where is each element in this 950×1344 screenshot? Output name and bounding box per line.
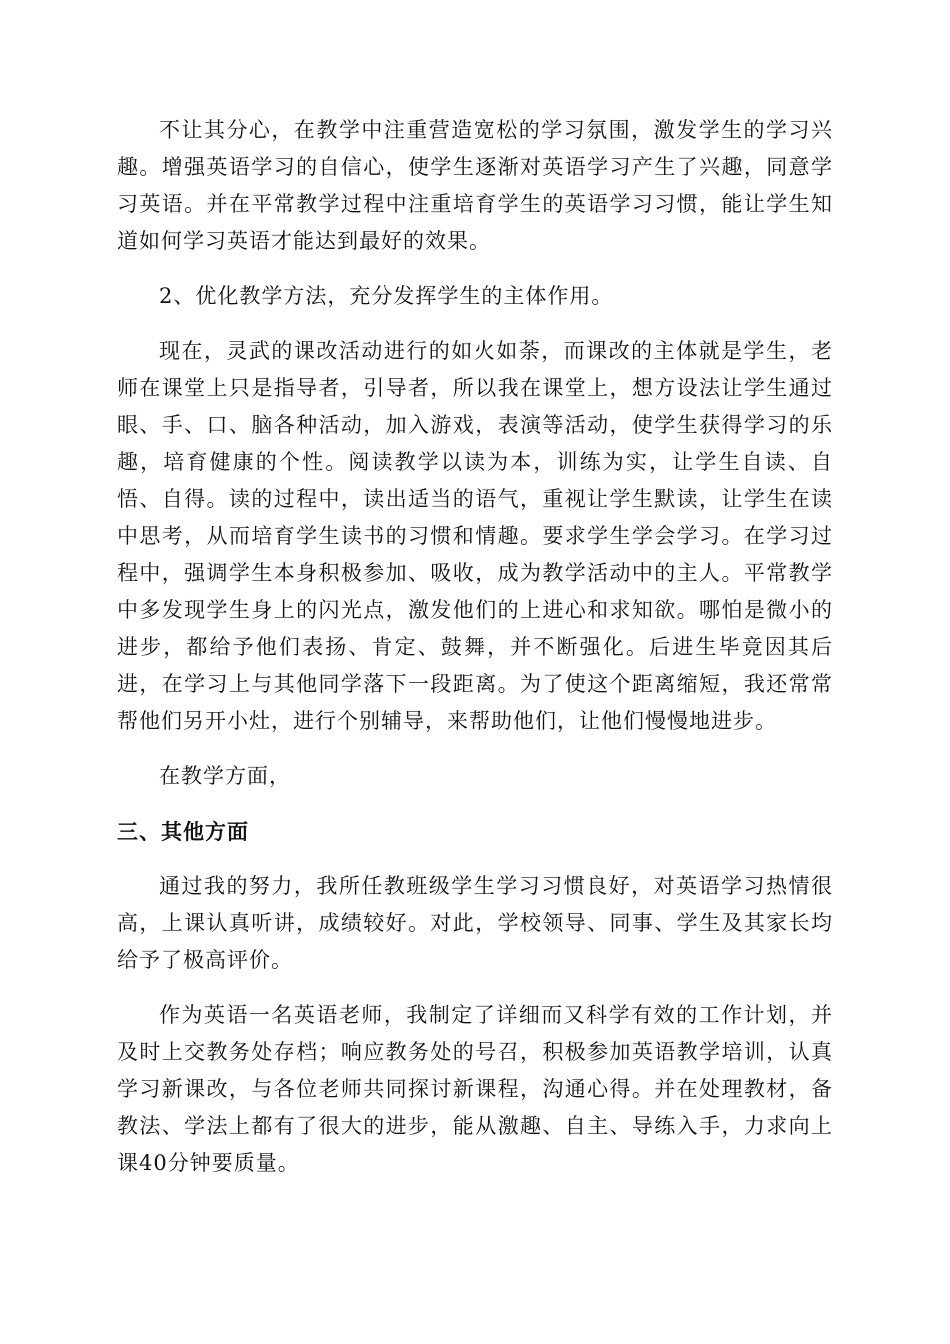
section-heading: 三、其他方面 bbox=[117, 819, 249, 844]
paragraph-5: 通过我的努力，我所任教班级学生学习习惯良好，对英语学习热情很高，上课认真听讲，成绩较好。对此，学校领导、同事、学生及其家长均给予了极高评价。 bbox=[117, 874, 833, 972]
document-page bbox=[117, 112, 833, 1182]
paragraph-1: 不让其分心，在教学中注重营造宽松的学习氛围，激发学生的学习兴趣。增强英语学习的自信心，使学生逐渐对英语学习产生了兴趣，同意学习英语。并在平常教学过程中注重培育学生的英语学习习惯，能让学生知道如何学习英语才能达到最好的效果。 bbox=[117, 118, 833, 253]
paragraph-6: 作为英语一名英语老师，我制定了详细而又科学有效的工作计划，并及时上交教务处存档；响应教务处的号召，积极参加英语教学培训，认真学习新课改，与各位老师共同探讨新课程，沟通心得。并在处理教材，备教法、学法上都有了很大的进步，能从激趣、自主、导练入手，力求向上课40分钟要质量。 bbox=[117, 1003, 833, 1175]
paragraph-3: 现在，灵武的课改活动进行的如火如荼，而课改的主体就是学生，老师在课堂上只是指导者，引导者，所以我在课堂上，想方设法让学生通过眼、手、口、脑各种活动，加入游戏，表演等活动，使学生获得学习的乐趣，培育健康的个性。阅读教学以读为本，训练为实，让学生自读、自悟、自得。读的过程中，读出适当的语气，重视让学生默读，让学生在读中思考，从而培育学生读书的习惯和情趣。要求学生学会学习。在学习过程中，强调学生本身积极参加、吸收，成为教学活动中的主人。平常教学中多发现学生身上的闪光点，激发他们的上进心和求知欲。哪怕是微小的进步，都给予他们表扬、肯定、鼓舞，并不断强化。后进生毕竟因其后进，在学习上与其他同学落下一段距离。为了使这个距离缩短，我还常常帮他们另开小灶，进行个别辅导，来帮助他们，让他们慢慢地进步。 bbox=[117, 339, 833, 733]
paragraph-4: 在教学方面， bbox=[159, 764, 291, 788]
paragraph-2: 2、优化教学方法，充分发挥学生的主体作用。 bbox=[159, 284, 614, 308]
